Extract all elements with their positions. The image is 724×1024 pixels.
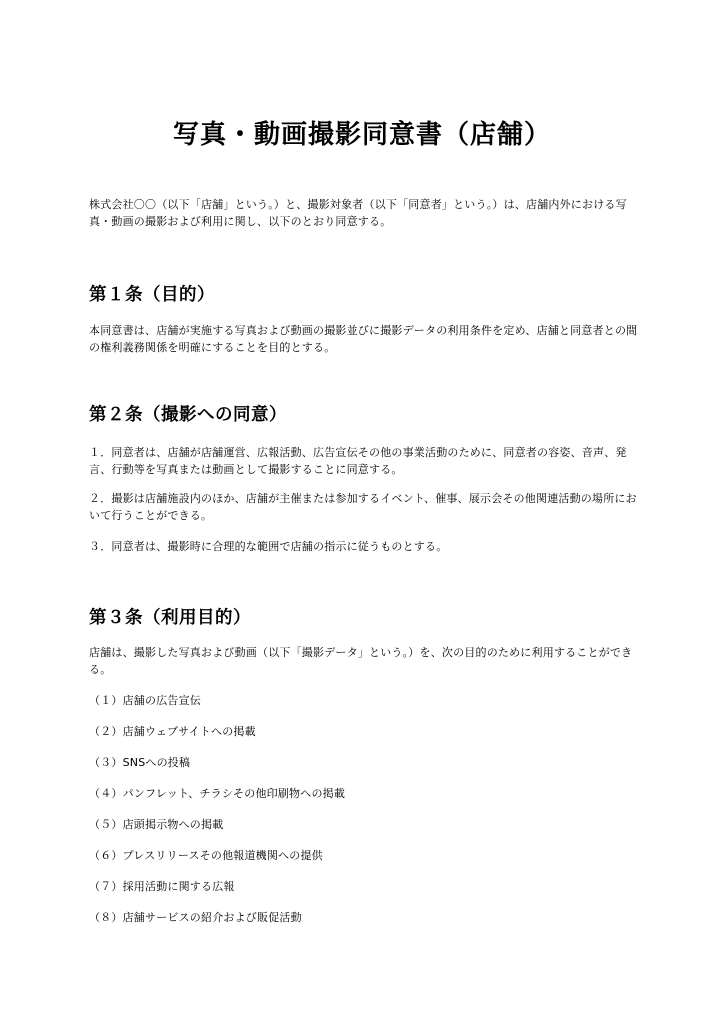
list-item: （４）パンフレット、チラシその他印刷物への掲載	[89, 787, 346, 800]
list-item: （１）店舗の広告宣伝	[89, 694, 201, 707]
article-2-clause-3: ３．同意者は、撮影時に合理的な範囲で店舗の指示に従うものとする。	[89, 540, 448, 553]
list-item: （３）SNSへの投稿	[89, 756, 191, 769]
list-item: （２）店舗ウェブサイトへの掲載	[89, 725, 256, 738]
article-1-heading: 第１条（目的）	[89, 285, 215, 305]
intro-paragraph: 株式会社〇〇（以下「店舗」という。）と、撮影対象者（以下「同意者」という。）は、店舗内外における写真・動画の撮影および利用に関し、以下のとおり同意する。	[89, 198, 627, 228]
list-item: （８）店舗サービスの紹介および販促活動	[89, 911, 302, 924]
article-2-clause-2: ２．撮影は店舗施設内のほか、店舗が主催または参加するイベント、催事、展示会その他関連活動の場所において行うことができる。	[89, 492, 637, 522]
document-title: 写真・動画撮影同意書（店舗）	[172, 120, 551, 150]
article-3-heading: 第３条（利用目的）	[89, 608, 251, 628]
article-2-clause-1: １．同意者は、店舗が店舗運営、広報活動、広告宣伝その他の事業活動のために、同意者の容姿、音声、発言、行動等を写真または動画として撮影することに同意する。	[89, 446, 627, 476]
list-item: （７）採用活動に関する広報	[89, 880, 235, 893]
article-2-heading: 第２条（撮影への同意）	[89, 405, 287, 425]
article-3-paragraph: 店舗は、撮影した写真および動画（以下「撮影データ」という。）を、次の目的のために利用することができる。	[89, 646, 633, 676]
list-item: （５）店頭掲示物への掲載	[89, 818, 224, 831]
article-1-paragraph: 本同意書は、店舗が実施する写真および動画の撮影並びに撮影データの利用条件を定め、店舗と同意者との間の権利義務関係を明確にすることを目的とする。	[89, 324, 638, 354]
list-item: （６）プレスリリースその他報道機関への提供	[89, 849, 323, 862]
